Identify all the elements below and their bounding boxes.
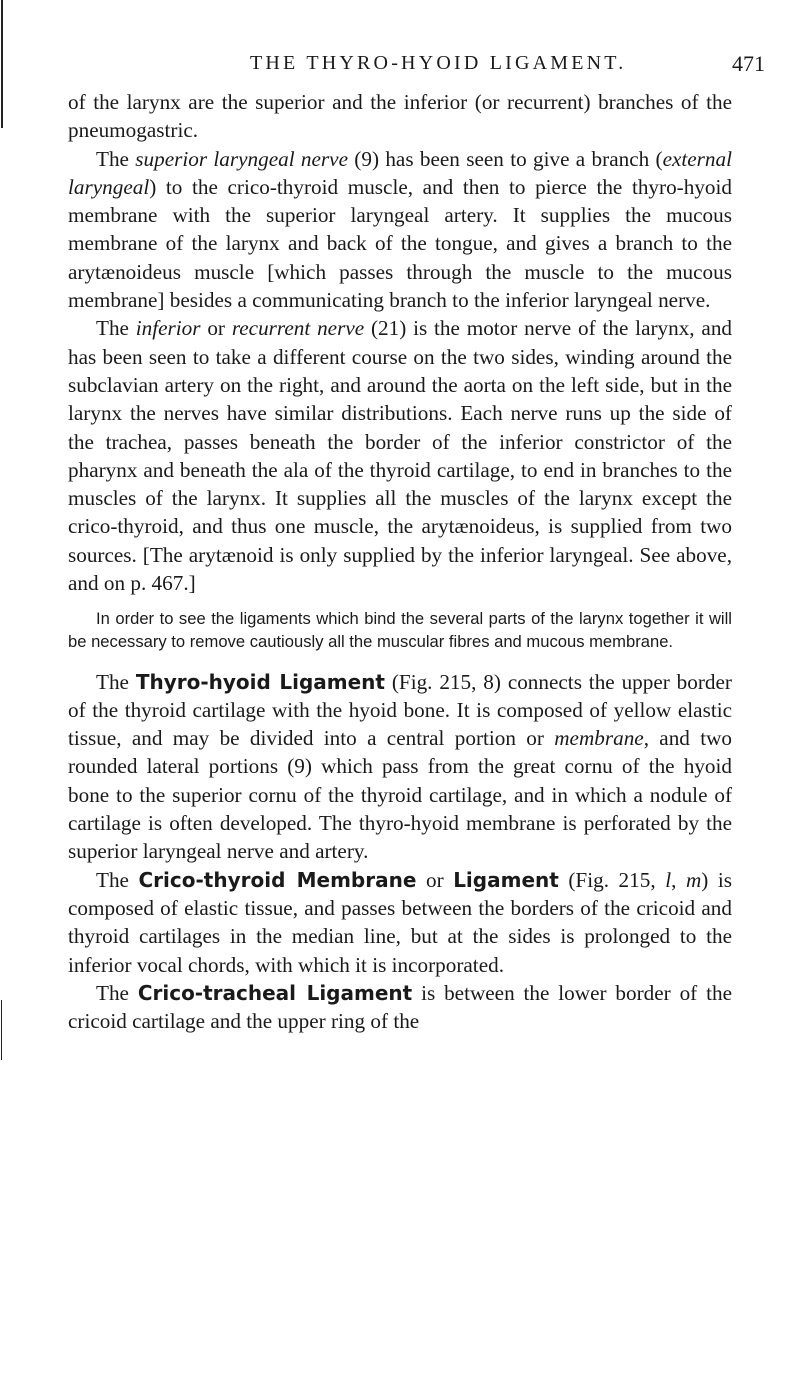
scan-edge-line: [1, 0, 3, 128]
italic-term: external laryngeal: [68, 146, 732, 199]
section-heading: Crico-tracheal Ligament: [137, 980, 413, 1005]
italic-term: l: [665, 867, 672, 892]
text-run: , and two rounded lateral portions (9) which pass from the great cornu of the hyoid bone to the superior cornu of the thyroid cartilage, and in which a nodule of cartilage is often developed. The thyro-hyoid membrane is perforated by the superior laryngeal nerve and artery.: [68, 726, 733, 864]
text-run: (21) is the motor nerve of the larynx, and has been seen to take a different course on the two sides, winding around the subclavian artery on the right, and around the aorta on the left side, but in the larynx the nerves have similar distributions. Each nerve runs up the side of the trachea, passes beneath the border of the inferior constrictor of the pharynx and beneath the ala of the thyroid cartilage, to end in branches to the muscles of the larynx. It supplies all the muscles of the larynx except the crico-thyroid, and thus one muscle, the arytænoideus, is supplied from two sources. [The arytænoid is only supplied by the inferior laryngeal. See above, and on p. 467.]: [68, 316, 733, 596]
italic-term: m: [685, 867, 702, 892]
italic-term: membrane: [554, 726, 644, 751]
dissection-note: [68, 608, 732, 653]
page-number: 471: [732, 51, 765, 76]
text-run: The: [96, 146, 136, 171]
paragraph-crico-tracheal-ligament: [68, 979, 732, 1036]
italic-term: recurrent nerve: [231, 316, 365, 341]
section-heading: Thyro-hyoid Ligament: [135, 669, 385, 694]
text-run: The: [96, 316, 136, 341]
text-run: The: [96, 669, 136, 694]
running-head: THE THYRO-HYOID LIGAMENT.: [250, 52, 627, 74]
paragraph-inferior-laryngeal: [68, 314, 732, 597]
text-run: (Fig. 215,: [558, 867, 666, 892]
text-run: ) to the crico-thyroid muscle, and then to pierce the thyro-hyoid membrane with the superior laryngeal artery. It supplies the mucous membrane of the larynx and back of the tongue, and gives a branch to the arytænoideus muscle [which passes through the muscle to the mucous membrane] besides a communicating branch to the inferior laryngeal nerve.: [68, 174, 732, 313]
scan-edge-line-lower: [1, 1000, 2, 1060]
text-run: is between the lower border of the cricoid cartilage and the upper ring of the: [68, 980, 732, 1034]
note-text: In order to see the ligaments which bind the several parts of the larynx together it will be necessary to remove cautiously all the muscular fibres and mucous membrane.: [68, 609, 732, 651]
paragraph-superior-laryngeal: [68, 145, 732, 315]
text-run: (9) has been seen to give a branch (: [347, 146, 663, 171]
text-run: (Fig. 215, 8) connects the upper border of the thyroid cartilage with the hyoid bone. It is composed of yellow elastic tissue, and may be divided into a central portion or: [68, 669, 732, 751]
section-heading: Crico-thyroid Membrane: [138, 867, 417, 892]
text-run: ) is composed of elastic tissue, and passes between the borders of the cricoid and thyroid cartilages in the median line, but at the sides is prolonged to the inferior vocal chords, with which it is incorporated.: [68, 867, 732, 977]
text-run: The: [96, 980, 138, 1005]
text-run: ,: [671, 867, 686, 892]
italic-term: inferior: [135, 316, 201, 341]
paragraph-continuation: of the larynx are the superior and the inferior (or recurrent) branches of the pneumogastric.: [68, 90, 732, 143]
text-run: The: [96, 867, 139, 892]
text-run: or: [200, 316, 232, 341]
section-heading: Ligament: [453, 867, 559, 892]
text-run: or: [416, 867, 454, 892]
paragraph-thyro-hyoid-ligament: [68, 668, 732, 866]
body-text: [68, 88, 732, 1035]
paragraph-crico-thyroid-membrane: [68, 866, 732, 979]
italic-term: superior laryngeal nerve: [135, 146, 348, 171]
